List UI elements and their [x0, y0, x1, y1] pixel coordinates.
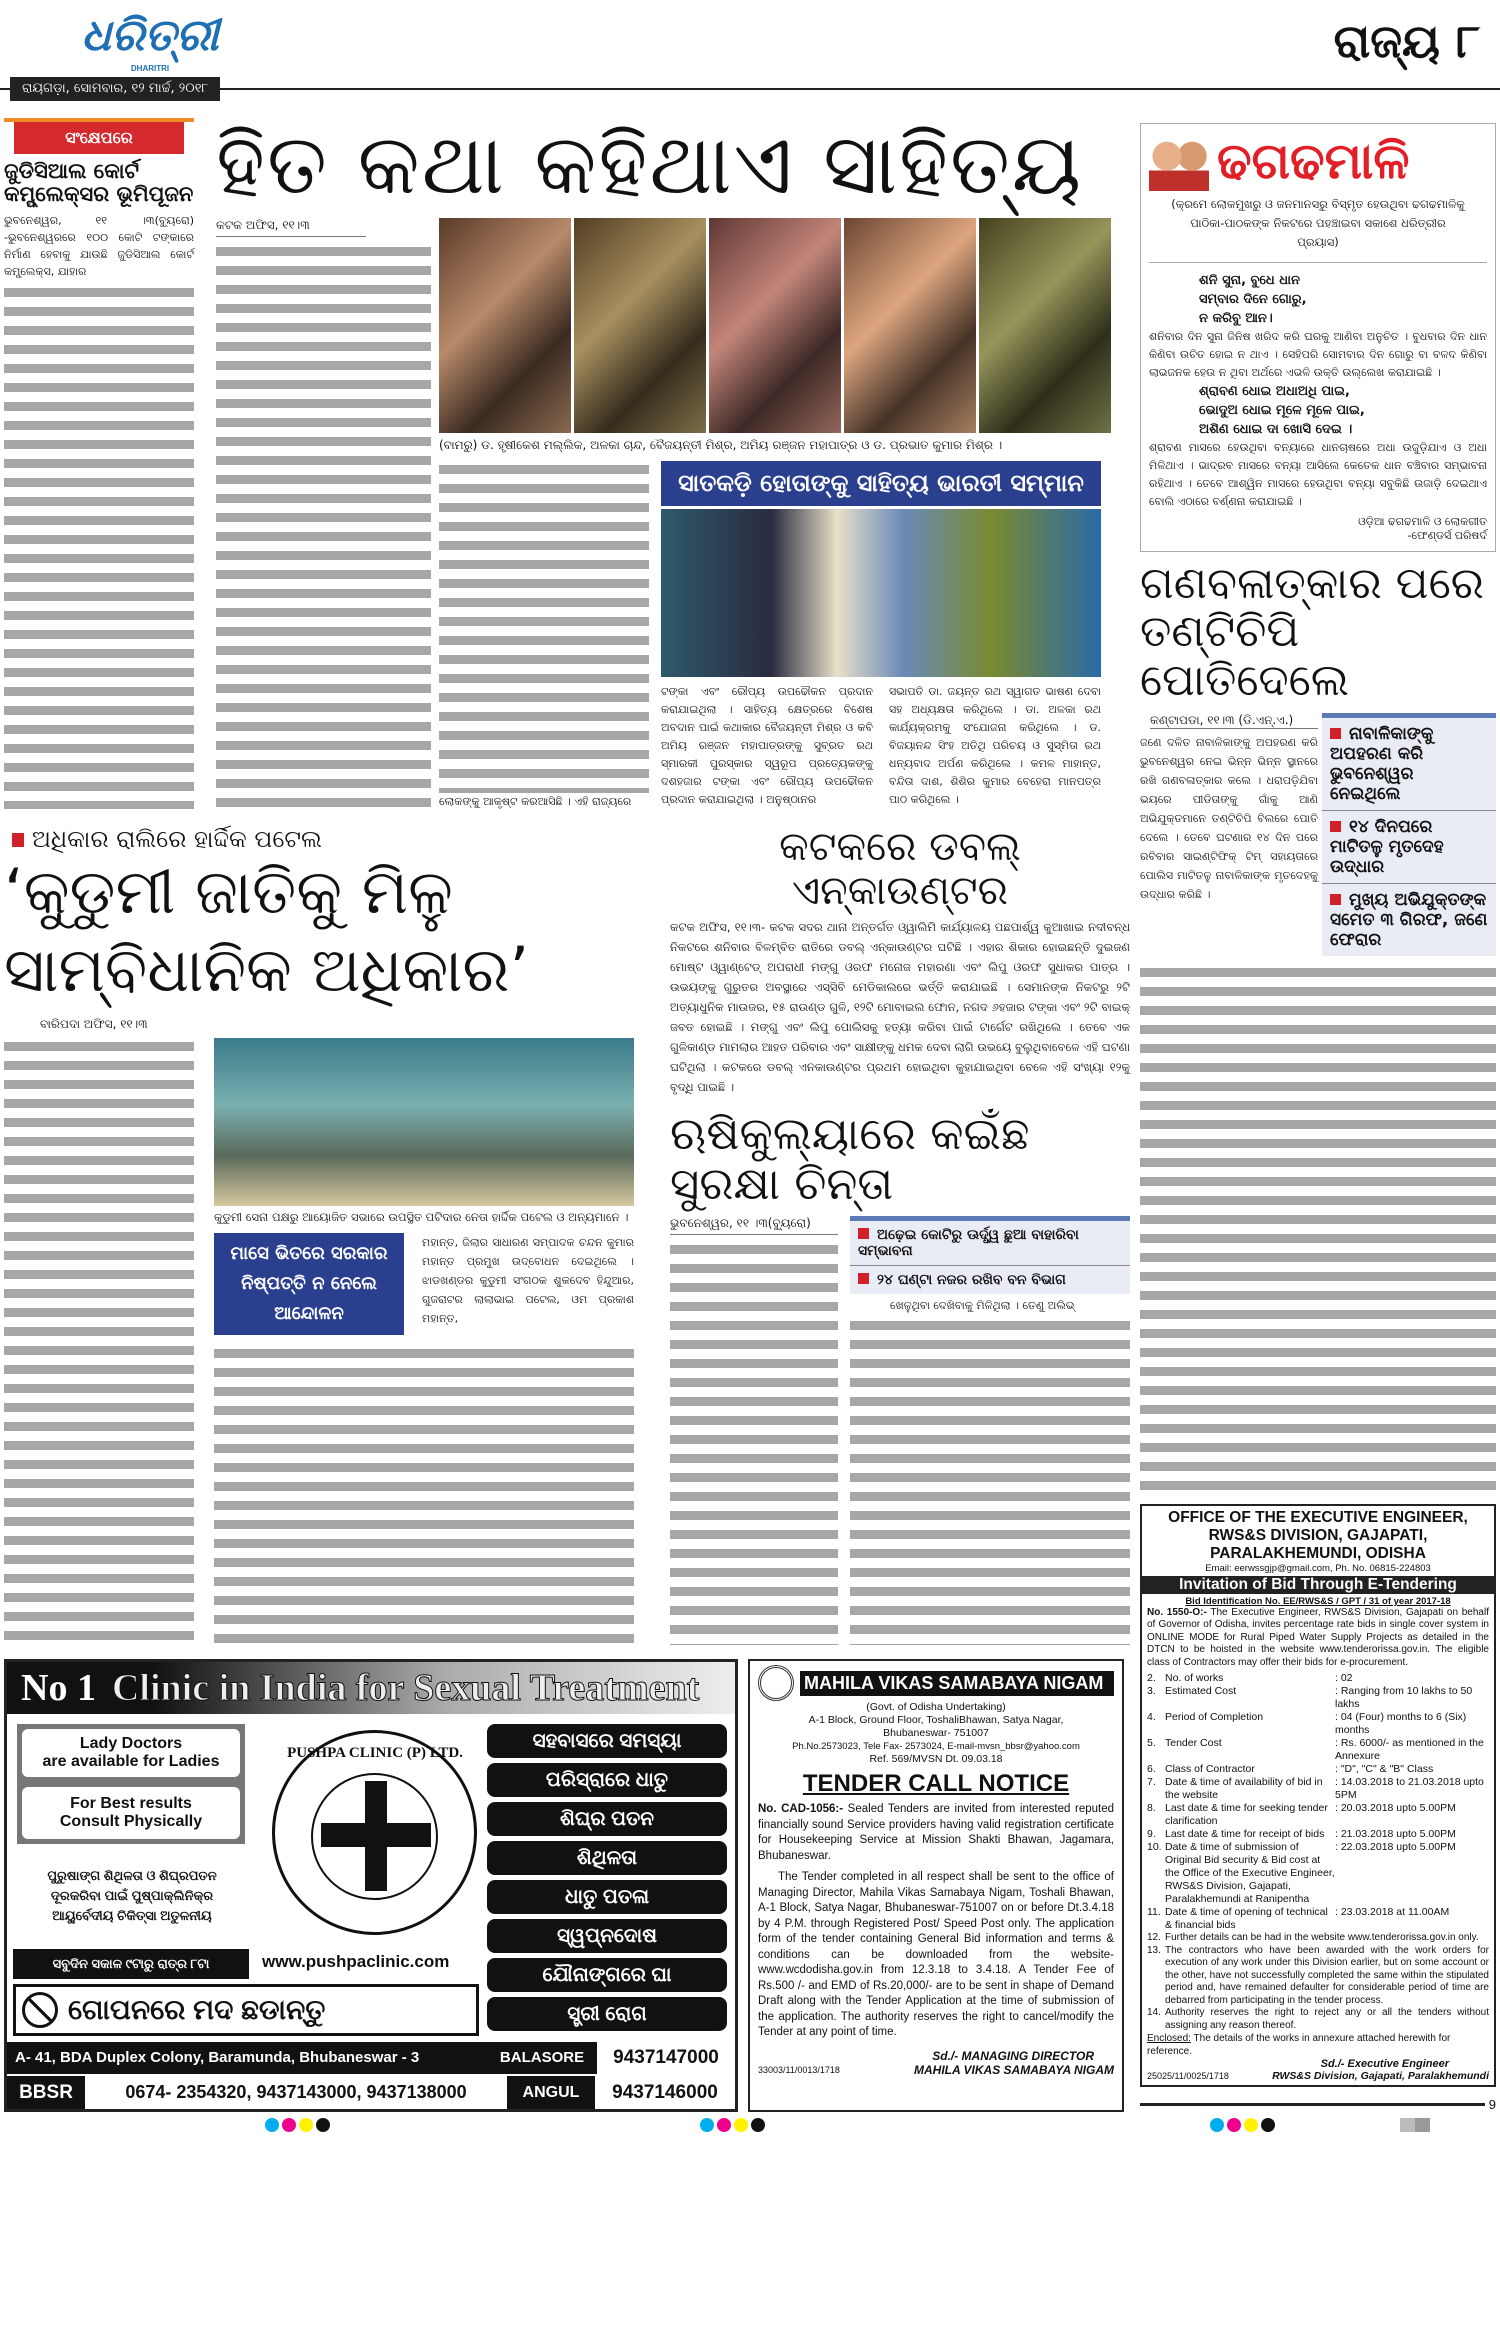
rwss-item-cell: 10. — [1147, 1841, 1162, 1854]
note-text: Authority reserves the right to reject any or all the tenders without assigning any reason thereof. — [1165, 2007, 1489, 2031]
note-number: 12. — [1147, 1932, 1161, 1944]
rwss-banner: Invitation of Bid Through E-Tendering — [1142, 1576, 1494, 1594]
clinic-website[interactable]: www.pushpaclinic.com — [262, 1952, 450, 1972]
rwss-item-cell: : 21.03.2018 upto 5.00PM — [1335, 1828, 1456, 1841]
service-item: ସହବାସରେ ସମସ୍ୟା — [487, 1724, 727, 1758]
rwss-item-cell: Last date & time for seeking tender clarification — [1165, 1802, 1328, 1828]
rwss-item — [1147, 1802, 1489, 1828]
brief-body — [4, 284, 194, 809]
rwss-item-cell: : Ranging from 10 lakhs to 50 lakhs — [1335, 1685, 1473, 1711]
dhaga-source: ଓଡ଼ିଆ ଢଗଢମାଳି ଓ ଲୋକଗୀତ — [1358, 515, 1487, 528]
rwss-item-cell: 11. — [1147, 1906, 1161, 1919]
rwss-ad — [1140, 1504, 1496, 2088]
lead-body — [216, 243, 431, 809]
verse-line: ଅଶିଣ ଧୋଇ ଦା ଖୋସି ଦେଇ । — [1199, 422, 1353, 437]
service-item: ଶିଘ୍ର ପତନ — [487, 1802, 727, 1836]
rwss-item — [1147, 1828, 1489, 1841]
rwss-item-cell: 8. — [1147, 1802, 1156, 1815]
award-story — [661, 461, 1101, 809]
service-item: ଶିଥିଳତା — [487, 1841, 727, 1875]
footer-rule — [1140, 2103, 1485, 2106]
rwss-no: No. 1550-O:- — [1147, 1606, 1207, 1618]
seal-text: PUSHPA CLINIC (P) LTD. — [287, 1745, 463, 1762]
angul-phone: 9437146000 — [595, 2076, 735, 2109]
middle-band — [4, 825, 1132, 1645]
brief-label: ସଂକ୍ଷେପରେ — [14, 122, 184, 154]
rwss-item — [1147, 1763, 1489, 1776]
rwss-bid-id: Bid Identification No. EE/RWS&S / GPT / 31 of year 2017-18 — [1185, 1595, 1451, 1607]
rwss-code: 25025/11/0025/1718 — [1147, 2071, 1229, 2082]
rwss-item-cell: Date & time of opening of technical & financial bids — [1165, 1906, 1328, 1932]
clinic-ad — [4, 1659, 738, 2112]
logo-text: ଧରିତ୍ରୀ — [81, 10, 219, 61]
rwss-item-cell: 5. — [1147, 1737, 1156, 1750]
top-band — [4, 115, 1132, 809]
brief-title: ଜୁଡିସିଆଲ କୋର୍ଟ କମ୍ପ୍ଲେକ୍ସର ଭୂମିପୂଜନ — [4, 159, 194, 207]
mvsn-sign: Sd./- MANAGING DIRECTOR — [932, 2048, 1094, 2063]
no-alcohol-icon — [22, 1992, 58, 2028]
rape-body-cont — [1140, 964, 1496, 1496]
rwss-item-cell: : 04 (Four) months to 6 (Six) months — [1335, 1711, 1467, 1737]
rushikulya-headline: ଋଷିକୁଲ୍ୟାରେ କଇଁଛ ସୁରକ୍ଷା ଚିନ୍ତା — [670, 1107, 1030, 1210]
mvsn-emblem-icon — [758, 1665, 794, 1701]
dhaga-box — [1140, 123, 1496, 552]
mvsn-title: MAHILA VIKAS SAMABAYA NIGAM — [800, 1671, 1114, 1696]
rwss-item-cell: 9. — [1147, 1828, 1156, 1841]
hardik-headline: ‘କୁଡୁମୀ ଜାତିକୁ ମିଳୁ ସାମ୍ବିଧାନିକ ଅଧିକାର’ — [4, 855, 530, 1007]
service-item: ସ୍ତ୍ରୀ ରୋଗ — [487, 1997, 727, 2031]
rushikulya-body-1 — [670, 1241, 838, 1645]
note-text: The contractors who have been awarded with the work orders for execution of any work under this Division earlier, but on some account or the other, have not successfully completed the same within the stipulated period and, have remained defaulter for considerable period of time are debarred from participating in the tender process. — [1165, 1944, 1489, 2006]
rwss-item-cell: Class of Contractor — [1165, 1763, 1255, 1776]
award-photo — [661, 509, 1101, 677]
clinic-headline: Clinic in India for Sexual Treatment — [111, 1667, 700, 1710]
cross-icon — [321, 1823, 431, 1847]
header-rule — [0, 88, 1500, 90]
rape-story — [1140, 560, 1496, 1504]
mvsn-sub: (Govt. of Odisha Undertaking) — [866, 1701, 1006, 1714]
rwss-note — [1147, 1932, 1489, 1945]
bbsr-phones: 0674- 2354320, 9437143000, 9437138000 — [85, 2076, 507, 2109]
rwss-item — [1147, 1672, 1489, 1685]
masthead-logo — [75, 8, 225, 73]
hardik-story — [4, 825, 654, 1645]
rape-sidebar — [1322, 713, 1496, 956]
rwss-item-cell: Tender Cost — [1165, 1737, 1222, 1750]
mvsn-p1: Sealed Tenders are invited from interested reputed financially sound Service providers having valid registration certificate for Housekeeping Service at Mission Shakti Bhawan, Jagamara, Bhubaneswar. — [758, 1803, 1114, 1862]
rwss-item — [1147, 1906, 1489, 1932]
award-col-1: ଟଙ୍କା ଏବଂ ରୌପ୍ୟ ଉପଢୌକନ ପ୍ରଦାନ କରାଯାଇଥିଲା । ସାହିତ୍ୟ କ୍ଷେତ୍ରରେ ବିଶେଷ ଅବଦାନ ପାଇଁ କଥାକାର ବୈଜୟନ୍ତୀ ମିଶ୍ର ଓ କବି ଅମିୟ ରଞ୍ଜନ ମହାପାତ୍ରଙ୍କୁ ସୁବ୍ରତ ରଥ ସ୍ମାରକୀ ପୁରସ୍କାର ସ୍ୱରୂପ ପ୍ରତ୍ୟେକଙ୍କୁ ଦଶହଜାର ଟଙ୍କା ଏବଂ ରୌପ୍ୟ ଉପଢୌକନ ପ୍ରଦାନ କରାଯାଇଥିଲା । ଅନୁଷ୍ଠାନର — [661, 685, 873, 807]
lead-tail: ଲୋକଙ୍କୁ ଆକୃଷ୍ଟ କରଆସିଛି । ଏହି ରାଜ୍ୟରେ — [439, 795, 632, 809]
angul-label: ANGUL — [522, 2084, 580, 2102]
rwss-item-cell: : 22.03.2018 upto 5.00PM — [1335, 1841, 1456, 1854]
service-item: ଧାତୁ ପତଳା — [487, 1880, 727, 1914]
mvsn-notice-title: TENDER CALL NOTICE — [802, 1770, 1070, 1798]
rwss-item-cell: 3. — [1147, 1685, 1156, 1698]
service-item: ସ୍ୱପ୍ନଦୋଷ — [487, 1919, 727, 1953]
dhaga-title: ଢଗଢମାଳି — [1217, 132, 1410, 190]
rape-dateline: କଣ୍ଟାପଡା, ୧୧।୩ (ଡି.ଏନ୍.ଏ.) — [1150, 713, 1318, 729]
dhaga-para-2: ଶ୍ରାବଣ ମାସରେ ହେଉଥିବା ବନ୍ୟାରେ ଧାନଚାଷରେ ଅଧା ଉଜୁଡ଼ିଯାଏ ଓ ଅଧା ମିଳିଥାଏ । ଭାଦ୍ରବ ମାସରେ ବନ୍ୟା ଆସିଲେ କେତେକ ଧାନ ବଞ୍ଚିବାର ସମ୍ଭାବନା ରହିଥାଏ । ତେବେ ଆଶ୍ୱିନ ମାସରେ ହେଉଥିବା ବନ୍ୟା ସବୁକିଛି ଉଜାଡ଼ି ଦେଇଥାଏ ବୋଲି ଏଠାରେ ବର୍ଣ୍ଣନା କରାଯାଇଛି । — [1149, 441, 1487, 508]
encounter-body: କଟକ ଅଫିସ, ୧୧।୩- କଟକ ସଦର ଥାନା ଅନ୍ତର୍ଗତ ଓ୍ୱାଲିମି କାର୍ଯ୍ୟାଳୟ ପଛପାର୍ଶ୍ୱ କୁଆଖାଇ ନଦୀବନ୍ଧ ନିକଟରେ ଶନିବାର ବିଳମ୍ବିତ ରାତିରେ ଡବଲ୍ ଏନ୍‌କାଉଣ୍ଟର ଘଟିଛି । ଏହାର ଶିକାର ହୋଇଛନ୍ତି ଦୁଇଜଣ ମୋଷ୍ଟ ଓ୍ୱାଣ୍ଟେଡ୍ ଅପରାଧୀ ମଙ୍ଗୁ ଓରଫ ମନୋଜ ମହାରଣା ଏବଂ ଲିପୁ ଓରଫ ସୁଧାକର ପାତ୍ର । ଉଭୟଙ୍କୁ ଗୁରୁତର ଅବସ୍ଥାରେ ଏସ୍‌ସିବି ମେଡିକାଲରେ ଭର୍ତ୍ତି କରାଯାଇଛି । ସେମାନଙ୍କ ନିକଟରୁ ୨ଟି ଅତ୍ୟାଧୁନିକ ମାଉଜର, ୧୫ ରାଉଣ୍ଡ ଗୁଳି, ୧୨ଟି ମୋବାଇଲ ଫୋନ, ନଗଦ ୬ହଜାର ଟଙ୍କା ଏବଂ ୨ଟି ବାଇକ୍ ଜବତ ହୋଇଛି । ମଙ୍ଗୁ ଏବଂ ଲିପୁ ପୋଲିସକୁ ହତ୍ୟା କରିବା ପାଇଁ ଟାର୍ଗେଟ ରଖିଥିଲେ । ତେବେ ଏକ ଗୁଳିକାଣ୍ଡ ମାମଲାର ଆହତ ପରିବାର ଏବଂ ସାକ୍ଷୀଙ୍କୁ ଧମକ ଦେବା ଲାଗି ଉଭୟେ ବୁଲୁଥିବାବେଳେ ଏହି ଘଟଣା ଘଟିଥିଲା । କଟକରେ ଡବଲ୍ ଏନକାଉଣ୍ଟର ପ୍ରଥମ ହୋଇଥିବା କୁହାଯାଇଥିବା ବେଳେ ଏହି ସଂଖ୍ୟା ୧୨କୁ ବୃଦ୍ଧି ପାଇଛି । — [670, 920, 1130, 1095]
rwss-item-cell: : 14.03.2018 to 21.03.2018 upto 5PM — [1335, 1776, 1484, 1802]
footer-page — [1140, 2097, 1496, 2112]
lead-story — [216, 115, 1116, 809]
rwss-item — [1147, 1711, 1489, 1737]
logo-english: DHARITRI — [130, 64, 170, 73]
clinic-hours: ସବୁଦିନ ସକାଳ ୯ଟାରୁ ରାତ୍ର ୮ଟା — [13, 1949, 249, 1979]
lead-caption: (ବାମରୁ) ଡ. ହୃଷୀକେଶ ମଲ୍ଲିକ, ଅଳକା ଚାନ୍ଦ, ବୈଜୟନ୍ତୀ ମିଶ୍ର, ଅମିୟ ରଞ୍ଜନ ମହାପାତ୍ର ଓ ଡ. ପ୍ରଭାତ କୁମାର ମିଶ୍ର । — [439, 438, 1003, 453]
lead-headline: ହିତ କଥା କହିଥାଏ ସାହିତ୍ୟ — [216, 115, 1084, 213]
verse-line: ଶନି ସୁନା, ବୁଧେ ଧାନ — [1199, 273, 1300, 288]
rwss-item-cell: 7. — [1147, 1776, 1156, 1789]
rwss-item — [1147, 1737, 1489, 1763]
rwss-item-cell: : "D", "C" & "B" Class — [1335, 1763, 1434, 1776]
bbsr-label: BBSR — [19, 2082, 73, 2104]
rushikulya-body-2 — [850, 1317, 1130, 1645]
mvsn-sign: MAHILA VIKAS SAMABAYA NIGAM — [914, 2062, 1114, 2077]
photo-panel — [574, 218, 706, 433]
masthead — [0, 0, 1500, 118]
lead-dateline: କଟକ ଅଫିସ, ୧୧।୩ — [216, 218, 366, 237]
verse-line: ଭୋଦୁଅ ଧୋଇ ମୂଳେ ମୂଳେ ପାଇ, — [1199, 403, 1365, 418]
verse-line: ଶ୍ରାବଣ ଧୋଇ ଅଧାଅଧି ପାଇ, — [1199, 384, 1350, 399]
rwss-item-cell: 6. — [1147, 1763, 1156, 1776]
mvsn-p2: The Tender completed in all respect shall be sent to the office of Managing Director, Mahila Vikas Samabaya Nigam, Toshali Bhawan, A-1 Block, Satya Nagar, Bhubaneswar-751007 on or before Dt.3.4.18 by 4 P.M. through Registered Post/ Speed Post only. The application form of the tender containing General Bid information and terms & conditions can be downloaded from the website-www.wcdodisha.gov.in from 12.3.18 to 3.4.18. A Tender Fee of Rs.500 /- and EMD of Rs.20,000/- are to be sent in shape of Demand Draft along with the Tender Application at the time of submission of the application. The authority reserves the right to cancel/modify the Tender at any point of time. — [758, 1871, 1114, 2039]
rwss-item-cell: Period of Completion — [1165, 1711, 1264, 1724]
hardik-body-1 — [4, 1038, 194, 1645]
encounter-column — [670, 825, 1130, 1645]
mvsn-addr: A-1 Block, Ground Floor, ToshaliBhawan, Satya Nagar, — [808, 1714, 1064, 1727]
ads-row — [4, 1659, 1132, 2112]
dhaga-credit: -ଫେଣ୍ଡର୍ସ ପରିଷର୍ଦ — [1407, 529, 1487, 542]
services-list — [487, 1724, 727, 2036]
rwss-title: OFFICE OF THE EXECUTIVE ENGINEER, RWS&S DIVISION, GAJAPATI, PARALAKHEMUNDI, ODISHA — [1168, 1508, 1468, 1562]
clinic-headline-no: No 1 — [21, 1667, 96, 1710]
hardik-photo — [214, 1038, 634, 1206]
service-item: ପରିସ୍ରାରେ ଧାତୁ — [487, 1763, 727, 1797]
clinic-seal — [272, 1730, 477, 1935]
service-item: ଯୌନାଙ୍ଗରେ ଘା — [487, 1958, 727, 1992]
rwss-items — [1147, 1672, 1489, 1932]
photo-panel — [709, 218, 841, 433]
sidebar-point: ମୁଖ୍ୟ ଅଭିଯୁକ୍ତଙ୍କ ସମେତ ୩ ଗିରଫ, ଜଣେ ଫେରାର — [1330, 890, 1488, 951]
photo-panel — [979, 218, 1111, 433]
rwss-item — [1147, 1776, 1489, 1802]
sidebar-point: ୨୪ ଘଣ୍ଟା ନଜର ରଖିବ ବନ ବିଭାଗ — [850, 1266, 1130, 1294]
mvsn-addr: Bhubaneswar- 751007 — [883, 1727, 989, 1740]
photo-panel — [844, 218, 976, 433]
hardik-kicker: ଅଧିକାର ରାଲିରେ ହାର୍ଦ୍ଦିକ ପଟେଲ — [12, 825, 654, 853]
sidebar-point: ନାବାଳିକାଙ୍କୁ ଅପହରଣ କରି ଭୁବନେଶ୍ୱର ନେଇଥିଲେ — [1322, 718, 1496, 811]
rwss-sign: Sd./- Executive Engineer — [1320, 2058, 1449, 2071]
sidebar-point: ୧୪ ଦିନପରେ ମାଟିତଳୁ ମୃତଦେହ ଉଦ୍ଧାର — [1322, 811, 1496, 884]
balasore-label: BALASORE — [499, 2049, 585, 2067]
lady-doctors-box: Lady Doctors are available for Ladies — [22, 1729, 240, 1777]
note-number: 13. — [1147, 1944, 1161, 1956]
rwss-item — [1147, 1685, 1489, 1711]
encounter-headline: କଟକରେ ଡବଲ୍ ଏନ୍‌କାଉଣ୍ଟର — [779, 824, 1021, 915]
verse-line: ସମ୍ବାର ଦିନେ ଗୋରୁ, — [1199, 292, 1307, 307]
best-results-box: For Best results Consult Physically — [22, 1787, 240, 1839]
rwss-item-cell: 2. — [1147, 1672, 1156, 1685]
hardik-caption: କୁଡୁମୀ ସେନା ପକ୍ଷରୁ ଆୟୋଜିତ ସଭାରେ ଉପସ୍ଥିତ ପଟିଦାର ନେତା ହାର୍ଦ୍ଦିକ ପଟେଲ ଓ ଅନ୍ୟମାନେ । — [214, 1210, 629, 1225]
rwss-item — [1147, 1841, 1489, 1906]
rwss-item-cell: : 02 — [1335, 1672, 1353, 1685]
award-headline: ସାତକଡ଼ି ହୋତାଙ୍କୁ ସାହିତ୍ୟ ଭାରତୀ ସମ୍ମାନ — [661, 461, 1101, 506]
hardik-body-3 — [214, 1345, 634, 1645]
rwss-item-cell: : 20.03.2018 upto 5.00PM — [1335, 1802, 1456, 1815]
rwss-note — [1147, 2007, 1489, 2032]
lead-photo — [439, 218, 1111, 433]
dateline: ରାୟଗଡ଼ା, ସୋମବାର, ୧୨ ମାର୍ଚ୍ଚ, ୨୦୧୮ — [22, 81, 209, 96]
mvsn-code: 33003/11/0013/1718 — [758, 2064, 840, 2075]
hardik-dateline: ବାରିପଦା ଅଫିସ, ୧୧।୩ — [40, 1017, 148, 1032]
rwss-item-cell: Last date & time for receipt of bids — [1165, 1828, 1325, 1841]
rwss-note — [1147, 1945, 1489, 2008]
rwss-item-cell: No. of works — [1165, 1672, 1224, 1685]
brief-column — [4, 118, 194, 809]
clinic-address: A- 41, BDA Duplex Colony, Baramunda, Bhubaneswar - 3 — [15, 2049, 420, 2067]
rape-headline: ଗଣବଳାତ୍କାର ପରେ ତଣ୍ଟିଚିପି ପୋତିଦେଲେ — [1140, 558, 1484, 706]
mvsn-contact: Ph.No.2573023, Tele Fax- 2573024, E-mail-mvsn_bbsr@yahoo.com — [792, 1741, 1080, 1753]
hardik-body-2: ମହାନ୍ତ, ଜିଲାର ସାଧାରଣ ସମ୍ପାଦକ ଚନ୍ଦନ କୁମାର ମହାନ୍ତ ପ୍ରମୁଖ ଉଦ୍‌ବୋଧନ ଦେଇଥିଲେ । ଝାଡଖଣ୍ଡର କୁଡୁମୀ ସଂଗଠକ ଶୁକଦେବ ହିନ୍ଦୁଆର, ଗୁଜରାଟର ଲାଲାଭାଇ ପଟେଲ, ଓମ ପ୍ରକାଶ ମହାନ୍ତ, — [422, 1236, 634, 1326]
rwss-item-cell: Estimated Cost — [1165, 1685, 1237, 1698]
rwss-item-cell: Date & time of availability of bid in the website — [1165, 1776, 1323, 1802]
section-label — [1334, 14, 1480, 70]
balasore-phone: 9437147000 — [597, 2042, 735, 2074]
clinic-odia-note: ପୁରୁଷାଙ୍ଗ ଶିଥିଳତା ଓ ଶିଘ୍ରପତନ ଦୂରକରିବା ପାଇଁ ପୁଷ୍ପାକ୍ଲିନିକ୍‌ର ଆୟୁର୍ବେଦୀୟ ଚିକିତ୍ସା ଅତୁଳନୀୟ — [47, 1868, 217, 1924]
alcohol-banner: ଗୋପନରେ ମଦ ଛଡାନ୍ତୁ — [13, 1984, 479, 2036]
rwss-item-cell: 4. — [1147, 1711, 1156, 1724]
rwss-item-cell: : 23.03.2018 at 11.00AM — [1335, 1906, 1450, 1919]
page-number: ୮ — [1455, 14, 1480, 68]
rwss-item-cell: Date & time of submission of Original Bid security & Bid cost at the Office of the Executive Engineer, RWS&S Division, Gajapati, Paralakhemundi at Ranipentha — [1165, 1841, 1335, 1906]
rushikulya-dateline: ଭୁବନେଶ୍ୱର, ୧୧ ।୩(ବ୍ୟୁରୋ) — [670, 1216, 838, 1235]
sidebar-point: ଅଢ଼େଇ କୋଟିରୁ ଊର୍ଦ୍ଧ୍ୱ ଛୁଆ ବାହାରିବା ସମ୍ଭାବନା — [850, 1221, 1130, 1266]
hardik-quote-box: ମାସେ ଭିତରେ ସରକାର ନିଷ୍ପତ୍ତି ନ ନେଲେ ଆନ୍ଦୋଳନ — [214, 1233, 404, 1335]
rwss-item-cell: : Rs. 6000/- as mentioned in the Annexure — [1335, 1737, 1484, 1763]
dhaga-para-1: ଶନିବାର ଦିନ ସୁନା ଜିନିଷ ଖରିଦ କରି ଘରକୁ ଆଣିବା ଅନୁଚିତ । ବୁଧବାର ଦିନ ଧାନ କିଣିବା ଉଚିତ ହୋଇ ନ ଥାଏ । ସେହିପରି ସୋମବାର ଦିନ ଗୋରୁ ବା ବଳଦ କିଣିବା ଲାଭଜନକ ହେଉ ନ ଥିବା ଅର୍ଥରେ ଏଭଳି ଉକ୍ତି ଉଲ୍ଲେଖ କରାଯାଇଛି । — [1149, 330, 1487, 379]
mvsn-no: No. CAD-1056:- — [758, 1803, 844, 1816]
mvsn-ad — [748, 1659, 1124, 2112]
cartoon-faces-icon — [1149, 133, 1209, 191]
rwss-sign: RWS&S Division, Gajapati, Paralakhemundi — [1272, 2070, 1489, 2083]
dateline-bar — [10, 77, 220, 101]
section-name: ରାଜ୍ୟ — [1333, 14, 1440, 68]
award-col-2: ସଭାପତି ଡା. ଜୟନ୍ତ ରଥ ସ୍ୱାଗତ ଭାଷଣ ଦେବା ସହ ଅଧ୍ୟକ୍ଷତା କରିଥିଲେ । ଡା. ଅଳକା ରଥ କାର୍ଯ୍ୟକ୍ରମକୁ ସଂଯୋଜନା କରିଥିଲେ । ଡ. ବିଜୟାନନ୍ଦ ସିଂହ ଅତିଥି ପରିଚୟ ଓ ସୁସ୍ମିତା ରଥ ଧନ୍ୟବାଦ ଅର୍ପଣ କରିଥିଲେ । କମଳ ମାହାନ୍ତ, ବନ୍ଦିତା ଦାଶ, ଶିଶିର କୁମାର ବେହେରା ମାନପତ୍ର ପାଠ କରିଥିଲେ । — [889, 685, 1101, 807]
footer-page-number: 9 — [1488, 2097, 1496, 2113]
rwss-notes — [1147, 1932, 1489, 2032]
mvsn-ref: Ref. 569/MVSN Dt. 09.03.18 — [869, 1753, 1003, 1766]
note-number: 14. — [1147, 2007, 1161, 2019]
enclosed-text: The details of the works in annexure attached herewith for reference. — [1147, 2033, 1451, 2058]
rwss-intro: The Executive Engineer, RWS&S Division, Gajapati on behalf of Governor of Odisha, invites percentage rate bids in single cover system in ONLINE MODE for Rural Piped Water Supply Projects as detailed in the DTCN to be hoisted in the website www.tenderorissa.gov.in. The eligible class of Contractors may offer their bids for e-procurement. — [1147, 1606, 1489, 1668]
rwss-contact: Email: eerwssgjp@gmail.com, Ph. No. 06815-224803 — [1205, 1562, 1431, 1574]
verse-line: ନ କରିବୁ ଆନ। — [1199, 311, 1273, 326]
note-text: Further details can be had in the website www.tenderorissa.gov.in only. — [1165, 1932, 1479, 1944]
rushikulya-text: ଖେଳୁଥିବା ଦେଖିବାକୁ ମିଳିଥିଲା । ତେଣୁ ଅଲିଭ୍ — [890, 1299, 1075, 1313]
rape-body: ଜଣେ ଦଳିତ ନାବାଳିକାଙ୍କୁ ଅପହରଣ କରି ଭୁବନେଶ୍ୱର ନେଇ ଭିନ୍ନ ଭିନ୍ନ ସ୍ଥାନରେ ରଖି ଗଣବଳାତ୍କାର କଲେ । ଧରାପଡ଼ିଯିବା ଭୟରେ ପୀଡିତାଙ୍କୁ ଗାଁକୁ ଆଣି ଅଭିଯୁକ୍ତମାନେ ତଣ୍ଟିଚିପି ବିଲରେ ପୋତି ଦେଲେ । ତେବେ ଘଟଣାର ୧୪ ଦିନ ପରେ ରବିବାର ସାଇଣ୍ଟିଫିକ୍ ଟିମ୍ ସହାୟତାରେ ପୋଲିସ ମାଟିତଳୁ ନାବାଳିକାଙ୍କ ମୃତଦେହକୁ ଉଦ୍ଧାର କରିଛି । — [1140, 736, 1318, 902]
brief-text: ଭୁବନେଶ୍ୱର, ୧୧ ।୩(ବ୍ୟୁରୋ) -ଭୁବନେଶ୍ୱରରେ ୧୦୦ କୋଟି ଟଙ୍କାରେ ନିର୍ମାଣ ହେବାକୁ ଯାଉଛି ଜୁଡିସିଆଲ କୋର୍ଟ କମ୍ପ୍ଲେକ୍ସ, ଯାହାର — [4, 214, 194, 279]
registration-marks — [0, 2118, 1500, 2140]
enclosed-label: Enclosed: — [1147, 2033, 1191, 2045]
photo-panel — [439, 218, 571, 433]
dhaga-intro: (କ୍ରମେ ଲୋକମୁଖରୁ ଓ ଜନମାନସରୁ ବିସ୍ମୃତ ହେଉଥିବା ଢଗଢମାଳିକୁ ପାଠିକା-ପାଠକଙ୍କ ନିକଟରେ ପହଞ୍ଚାଇବା ସକାଶେ ଧରିତ୍ରୀର ପ୍ରୟାସ) — [1149, 191, 1487, 263]
rushikulya-sidebar — [850, 1216, 1130, 1294]
bullet-square — [12, 833, 24, 847]
lead-body-2 — [439, 461, 649, 793]
